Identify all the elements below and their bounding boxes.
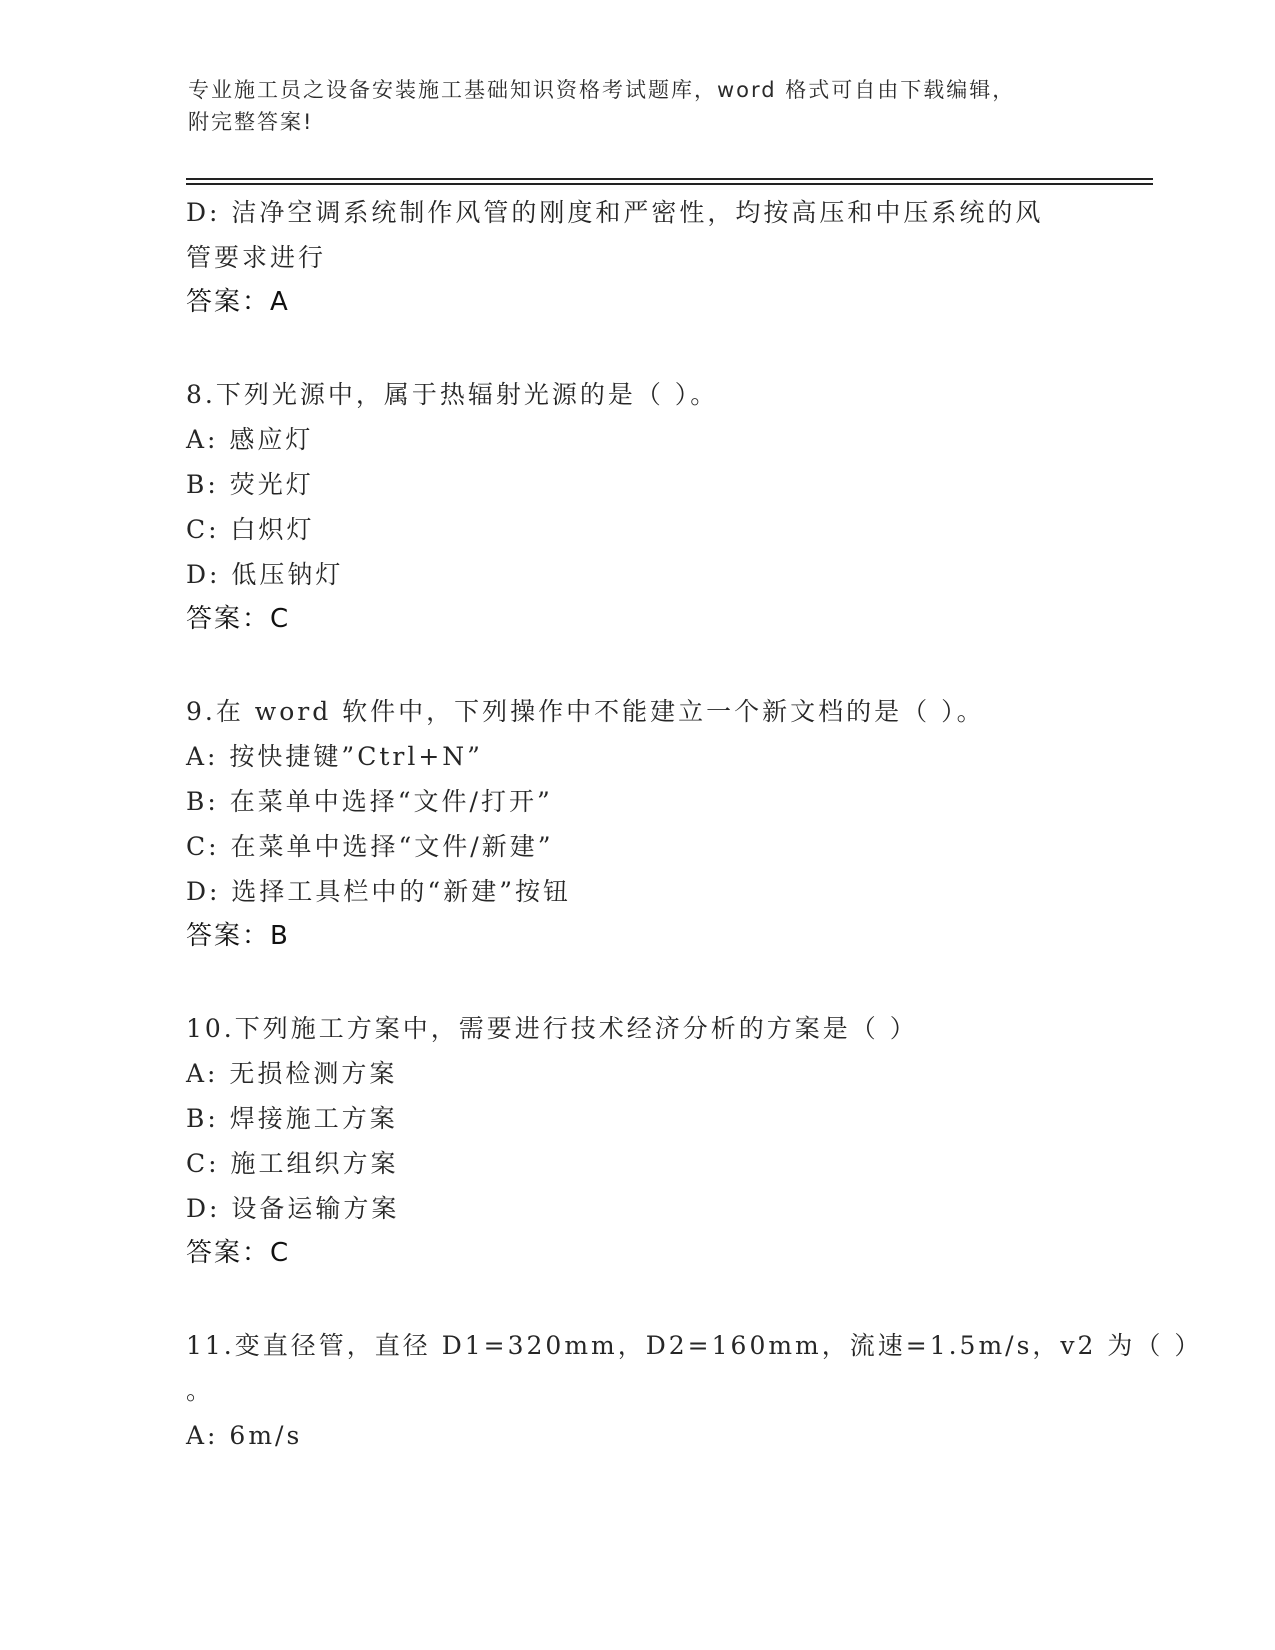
question-list: [186, 190, 1203, 1458]
option-d: D: 设备运输方案: [186, 1194, 400, 1223]
question-8: [186, 372, 1086, 642]
header-line-1: 专业施工员之设备安装施工基础知识资格考试题库，word 格式可自由下载编辑，: [188, 78, 1016, 102]
option-a: A: 感应灯: [186, 425, 314, 454]
option-b: B: 焊接施工方案: [186, 1104, 398, 1133]
option-a: A: 无损检测方案: [186, 1059, 398, 1088]
option-d-line-2: 管要求进行: [186, 243, 327, 272]
option-a: A: 按快捷键”Ctrl+N”: [186, 742, 483, 771]
answer-line: 答案：B: [186, 921, 290, 951]
question-text: 10.下列施工方案中，需要进行技术经济分析的方案是（ ）: [186, 1014, 918, 1043]
question-10: [186, 1006, 1086, 1276]
option-d: D: 选择工具栏中的“新建”按钮: [186, 877, 571, 906]
question-text-line-2: 。: [186, 1376, 215, 1405]
answer-line: 答案：C: [186, 1238, 291, 1268]
option-a: A: 6m/s: [186, 1421, 303, 1450]
option-c: C: 施工组织方案: [186, 1149, 399, 1178]
option-c: C: 白炽灯: [186, 515, 315, 544]
header-divider-bottom: [186, 183, 1153, 185]
answer-line: 答案：C: [186, 604, 291, 634]
question-text-line-1: 11.变直径管，直径 D1=320mm，D2=160mm，流速=1.5m/s，v2 为（ ）: [186, 1331, 1203, 1360]
header-line-2: 附完整答案!: [188, 110, 314, 134]
question-7-tail: [186, 190, 1086, 325]
header-divider-top: [186, 178, 1153, 180]
question-11: [186, 1323, 1203, 1458]
question-text: 8.下列光源中，属于热辐射光源的是（ ）。: [186, 380, 719, 409]
question-9: [186, 689, 1086, 959]
option-b: B: 在菜单中选择“文件/打开”: [186, 787, 553, 816]
option-b: B: 荧光灯: [186, 470, 314, 499]
answer-line: 答案：A: [186, 287, 290, 317]
document-header: [188, 74, 1088, 138]
option-d: D: 低压钠灯: [186, 560, 344, 589]
option-c: C: 在菜单中选择“文件/新建”: [186, 832, 554, 861]
option-d-line-1: D: 洁净空调系统制作风管的刚度和严密性，均按高压和中压系统的风: [186, 198, 1044, 227]
question-text: 9.在 word 软件中，下列操作中不能建立一个新文档的是（ ）。: [186, 697, 985, 726]
